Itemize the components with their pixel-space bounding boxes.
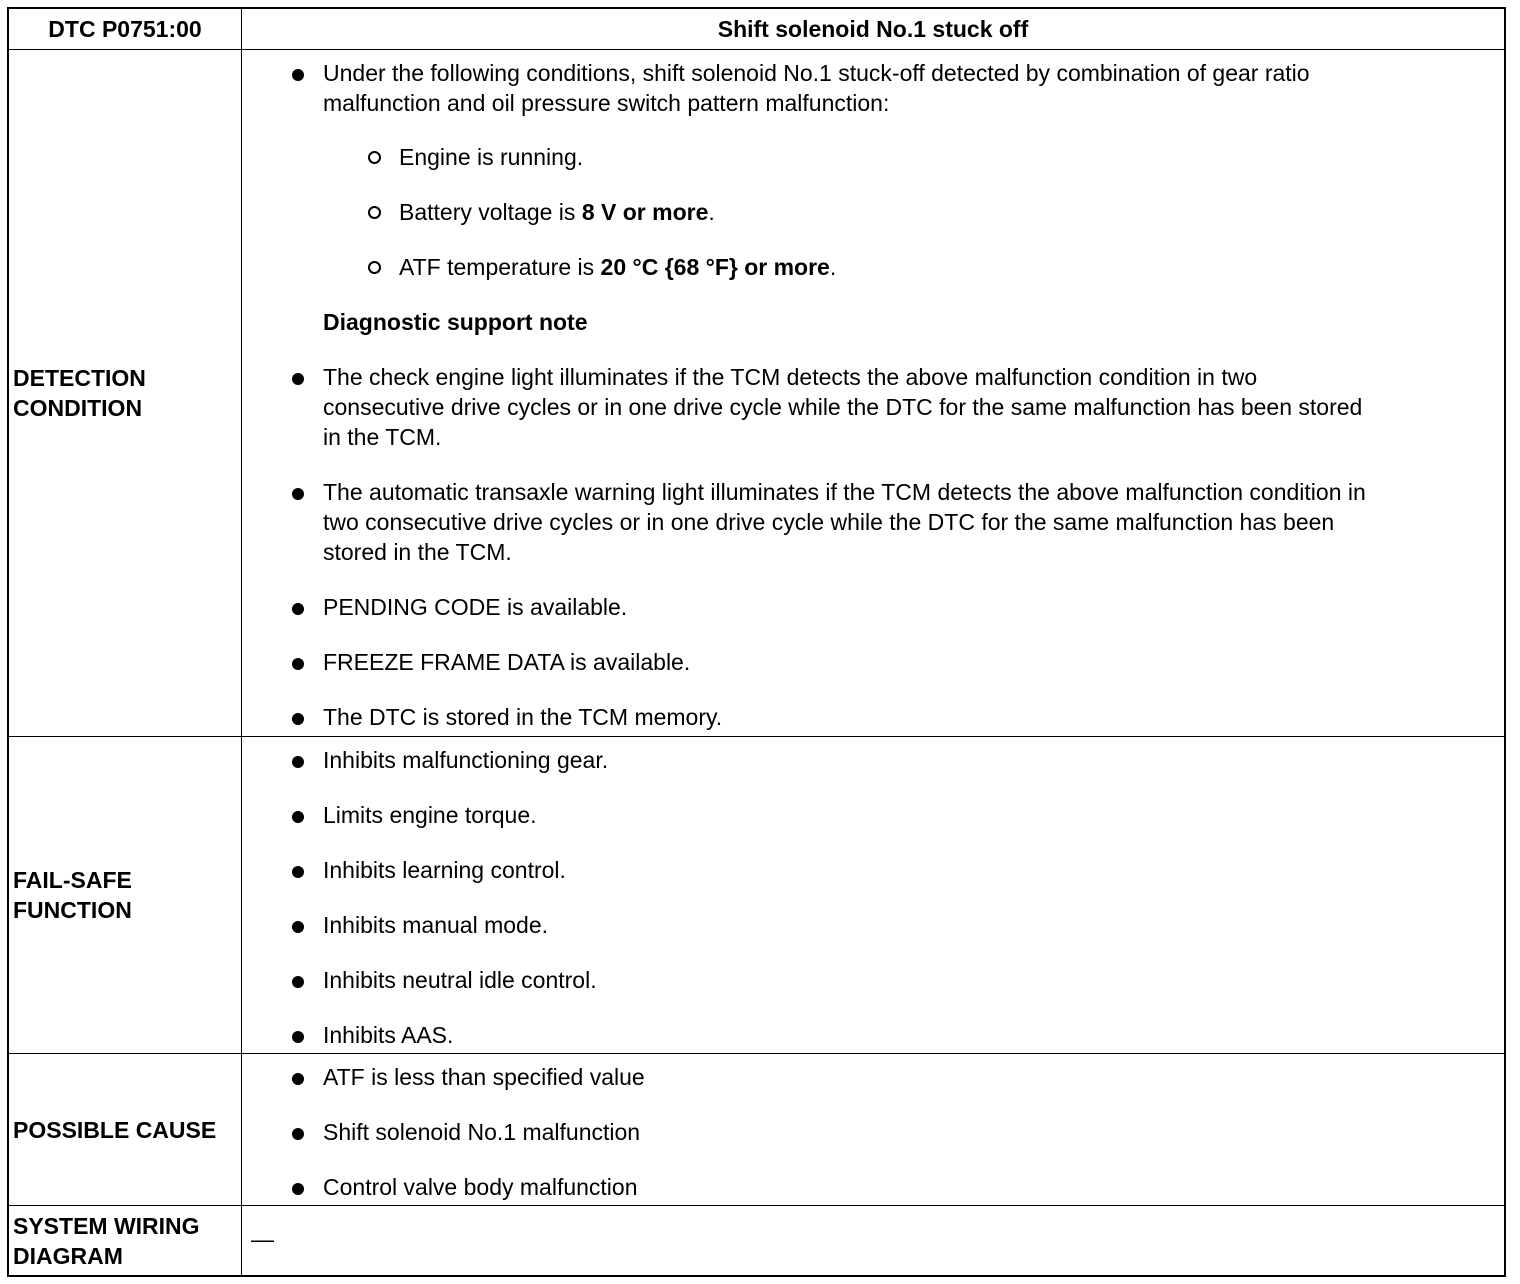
wiring-label-line2: DIAGRAM <box>13 1242 123 1269</box>
pending-code-note: PENDING CODE is available. <box>323 594 628 620</box>
failsafe-row <box>9 737 1504 1054</box>
bullet-icon <box>292 976 304 988</box>
check-engine-note: consecutive drive cycles or in one drive cycle while the DTC for the same malfunction has been stored <box>323 394 1363 420</box>
bullet-icon <box>292 713 304 725</box>
check-engine-note: The check engine light illuminates if the TCM detects the above malfunction condition in two <box>323 364 1258 390</box>
cause-content <box>242 1054 1504 1205</box>
bullet-icon <box>292 921 304 933</box>
list-item: Limits engine torque. <box>323 802 537 828</box>
condition-engine: Engine is running. <box>399 144 584 170</box>
bullet-icon <box>292 658 304 670</box>
list-item: Inhibits malfunctioning gear. <box>323 747 609 773</box>
condition-battery: Battery voltage is 8 V or more. <box>399 199 715 225</box>
condition-atf-temp: ATF temperature is 20 °C {68 °F} or more. <box>399 254 837 280</box>
circle-bullet-icon <box>368 151 381 164</box>
check-engine-note: in the TCM. <box>323 424 442 450</box>
bullet-icon <box>292 1128 304 1140</box>
bullet-icon <box>292 1073 304 1085</box>
detection-label <box>9 50 242 736</box>
wiring-row <box>9 1206 1504 1275</box>
freeze-frame-note: FREEZE FRAME DATA is available. <box>323 649 691 675</box>
at-warning-note: stored in the TCM. <box>323 539 512 565</box>
intro-line: Under the following conditions, shift solenoid No.1 stuck-off detected by combination of gear ratio <box>323 60 1310 86</box>
detection-row <box>9 50 1504 737</box>
dtc-title: Shift solenoid No.1 stuck off <box>717 15 1029 42</box>
list-item: ATF is less than specified value <box>323 1064 645 1090</box>
list-item: Inhibits learning control. <box>323 857 566 883</box>
failsafe-label-line2: FUNCTION <box>13 897 132 923</box>
circle-bullet-icon <box>368 261 381 274</box>
circle-bullet-icon <box>368 206 381 219</box>
cause-label: POSSIBLE CAUSE <box>9 1054 242 1205</box>
wiring-label <box>9 1206 242 1275</box>
bullet-icon <box>292 811 304 823</box>
detection-content <box>242 50 1504 736</box>
detection-label-line1: DETECTION <box>13 365 146 391</box>
list-item: Control valve body malfunction <box>323 1174 638 1200</box>
dtc-stored-note: The DTC is stored in the TCM memory. <box>323 704 723 730</box>
wiring-value: — <box>251 1226 274 1252</box>
failsafe-label <box>9 737 242 1053</box>
failsafe-content <box>242 737 1504 1053</box>
bullet-icon <box>292 373 304 385</box>
bullet-icon <box>292 866 304 878</box>
dtc-code: DTC P0751:00 <box>9 9 242 49</box>
list-item: Inhibits neutral idle control. <box>323 967 597 993</box>
at-warning-note: The automatic transaxle warning light illuminates if the TCM detects the above malfunction condition in <box>323 479 1366 505</box>
list-item: Shift solenoid No.1 malfunction <box>323 1119 641 1145</box>
cause-row <box>9 1054 1504 1206</box>
wiring-label-line1: SYSTEM WIRING <box>13 1212 200 1239</box>
intro-line: malfunction and oil pressure switch pattern malfunction: <box>323 90 890 116</box>
bullet-icon <box>292 1031 304 1043</box>
header-row <box>9 9 1504 50</box>
list-item: Inhibits manual mode. <box>323 912 549 938</box>
list-item: Inhibits AAS. <box>323 1022 454 1048</box>
bullet-icon <box>292 69 304 81</box>
dtc-table <box>7 7 1506 1277</box>
bullet-icon <box>292 603 304 615</box>
bullet-icon <box>292 756 304 768</box>
failsafe-label-line1: FAIL-SAFE <box>13 867 132 893</box>
bullet-icon <box>292 1183 304 1195</box>
at-warning-note: two consecutive drive cycles or in one drive cycle while the DTC for the same malfunction has been <box>323 509 1335 535</box>
bullet-icon <box>292 488 304 500</box>
detection-label-line2: CONDITION <box>13 395 143 421</box>
diagnostic-note-heading: Diagnostic support note <box>323 309 588 335</box>
wiring-content <box>242 1206 1504 1275</box>
